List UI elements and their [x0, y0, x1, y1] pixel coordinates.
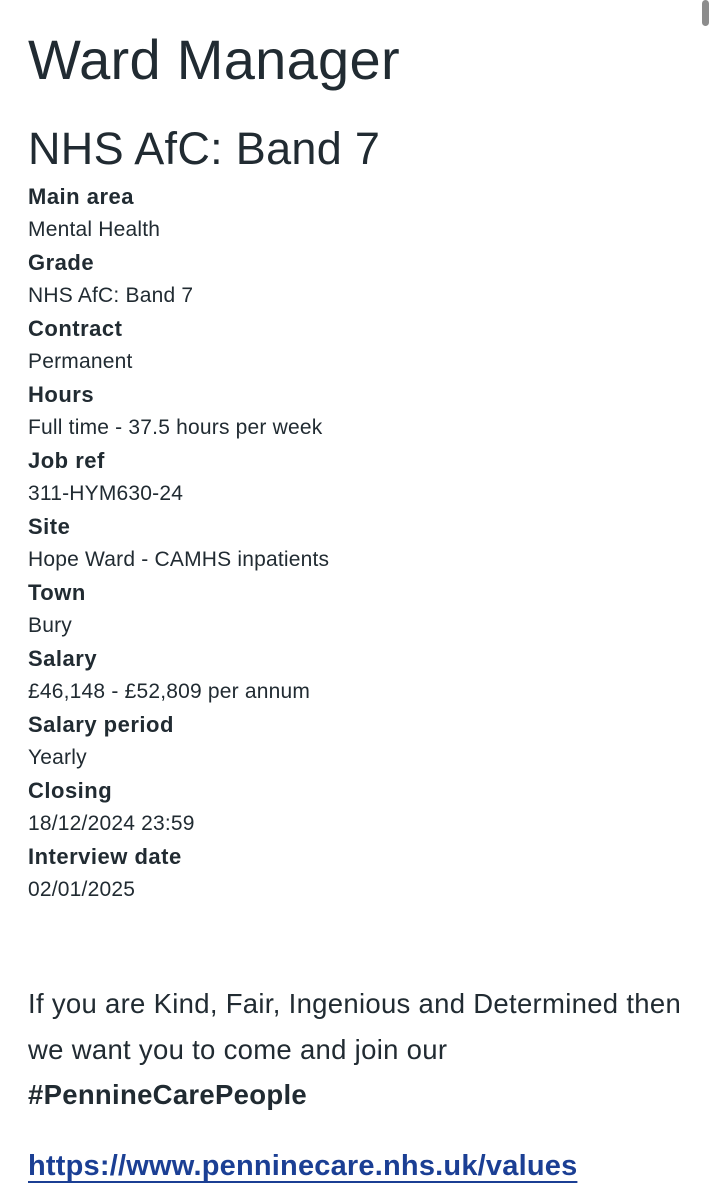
main-area-value: Mental Health [28, 218, 161, 241]
town-value: Bury [28, 614, 72, 637]
job-ref-value: 311-HYM630-24 [28, 482, 184, 505]
hours-value: Full time - 37.5 hours per week [28, 416, 323, 439]
scrollbar-thumb[interactable] [702, 0, 709, 26]
job-title: Ward Manager [28, 28, 400, 91]
hours-label: Hours [28, 382, 95, 407]
contract-label: Contract [28, 316, 123, 341]
values-message [28, 981, 688, 1118]
pennine-care-people-hashtag: #PennineCarePeople [28, 1079, 307, 1110]
site-value: Hope Ward - CAMHS inpatients [28, 548, 330, 571]
closing-value: 18/12/2024 23:59 [28, 812, 195, 835]
main-area-label: Main area [28, 184, 134, 209]
grade-value: NHS AfC: Band 7 [28, 284, 194, 307]
interview-date-label: Interview date [28, 844, 182, 869]
salary-label: Salary [28, 646, 98, 671]
values-link[interactable]: https://www.penninecare.nhs.uk/values [28, 1150, 578, 1182]
closing-label: Closing [28, 778, 113, 803]
job-details-list [28, 180, 688, 906]
job-ref-label: Job ref [28, 448, 105, 473]
job-details-main [28, 24, 688, 906]
town-label: Town [28, 580, 86, 605]
salary-period-label: Salary period [28, 712, 174, 737]
site-label: Site [28, 514, 71, 539]
interview-date-value: 02/01/2025 [28, 878, 136, 901]
salary-period-value: Yearly [28, 746, 87, 769]
values-message-text: If you are Kind, Fair, Ingenious and Determined then we want you to come and join our [28, 988, 682, 1065]
job-grade-heading: NHS AfC: Band 7 [28, 123, 381, 174]
salary-value: £46,148 - £52,809 per annum [28, 680, 311, 703]
grade-label: Grade [28, 250, 95, 275]
contract-value: Permanent [28, 350, 133, 373]
